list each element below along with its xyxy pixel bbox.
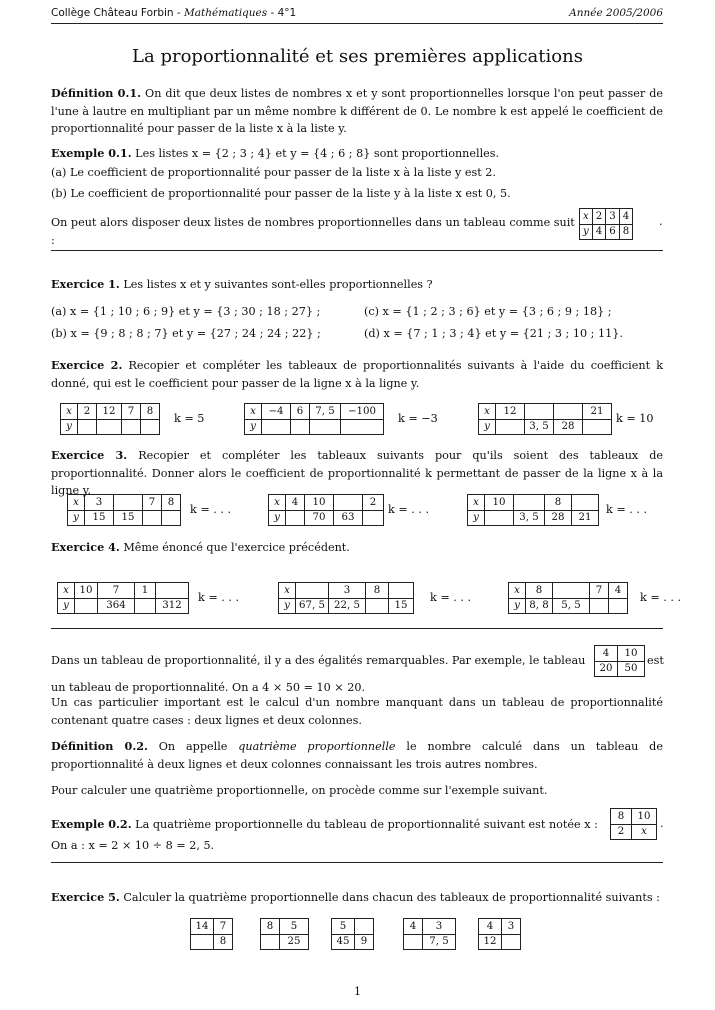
table-cell: 5 [332, 919, 355, 935]
header-class: - 4°1 [267, 7, 297, 19]
table-cell [262, 419, 291, 435]
table-cell: 3 [85, 495, 114, 511]
table-cell: 9 [355, 934, 374, 950]
table-cell: 15 [114, 510, 143, 526]
exercise-1 [51, 276, 663, 294]
exercise-2-label: Exercice 2. [51, 358, 123, 372]
table-cell: x [58, 583, 75, 599]
example-2-text: La quatrième proportionnelle du tableau de proportionnalité suivant est notée x : [135, 818, 598, 831]
page-number: 1 [354, 985, 361, 998]
exercise-5 [51, 889, 663, 907]
exercise-2 [51, 357, 663, 392]
proportionality-table [57, 582, 189, 614]
coefficient-label: k = 10 [616, 412, 654, 425]
table-cell [135, 598, 156, 614]
table-cell [525, 404, 554, 420]
definition-2: Définition 0.2. On appelle quatrième proportionnelle le nombre calculé dans un tableau de proportionnalité à deux lignes et deux colonnes connaissant les trois autres nombres. [51, 739, 663, 771]
definition-1 [51, 85, 663, 138]
table-cell: 3 [329, 583, 366, 599]
exercise-3 [51, 447, 663, 500]
exercise-5-text: Calculer la quatrième proportionnelle dans chacun des tableaux de proportionnalité suivants : [123, 891, 660, 904]
exercise-1-text: Les listes x et y suivantes sont-elles proportionnelles ? [123, 278, 433, 291]
part2-p2: Un cas particulier important est le calcul d'un nombre manquant dans un tableau de proportionnalité contenant quatre cases : deux lignes et deux colonnes. [51, 696, 663, 727]
table-cell: 2 [78, 404, 97, 420]
table-cell [355, 919, 374, 935]
example-1-b: (b) Le coefficient de proportionnalité pour passer de la liste y à la liste x est 0, 5. [51, 187, 511, 200]
table-cell: 45 [332, 934, 355, 950]
table-cell [572, 495, 599, 511]
table-cell [156, 583, 189, 599]
header-school: Collège Château Forbin - [51, 7, 185, 19]
proportionality-table [190, 918, 233, 950]
table-cell: −100 [341, 404, 384, 420]
table-cell: y [509, 598, 526, 614]
coefficient-label: k = . . . [430, 591, 472, 604]
table-cell: x [468, 495, 485, 511]
table-cell [502, 934, 521, 950]
exercise-1-c: (c) x = {1 ; 2 ; 3 ; 6} et y = {3 ; 6 ; 9 ; 18} ; [364, 305, 612, 318]
proportionality-table [403, 918, 456, 950]
table-cell: 5 [280, 919, 309, 935]
example-1-table: x 2 3 4 y 4 6 8 [579, 208, 633, 240]
table-cell [485, 510, 514, 526]
table-cell: x [509, 583, 526, 599]
table-cell: 1 [135, 583, 156, 599]
definition-1-label: Définition 0.1. [51, 86, 142, 100]
table-cell: y [61, 419, 78, 435]
table-cell: y [279, 598, 296, 614]
table-cell [143, 510, 162, 526]
table-cell: 7 [143, 495, 162, 511]
proportionality-table [67, 494, 181, 526]
coefficient-label: k = . . . [190, 503, 232, 516]
table-cell [553, 583, 590, 599]
table-cell: 7 [98, 583, 135, 599]
table-cell: y [269, 510, 286, 526]
table-cell: 15 [389, 598, 414, 614]
table-cell: 8 [545, 495, 572, 511]
table-cell [286, 510, 305, 526]
table-cell [291, 419, 310, 435]
part2-p1c: un tableau de proportionnalité. On a 4 × 50 = 10 × 20. [51, 681, 366, 694]
table-cell [341, 419, 384, 435]
table-cell: 4 [479, 919, 502, 935]
table-cell: 7 [590, 583, 609, 599]
example-2-label: Exemple 0.2. [51, 817, 132, 831]
example-1-table-intro: On peut alors disposer deux listes de nombres proportionnelles dans un tableau comme suit : [51, 216, 575, 247]
proportionality-table [467, 494, 599, 526]
table-cell: 4 [609, 583, 628, 599]
table-cell: x [68, 495, 85, 511]
part2-p3: Pour calculer une quatrième proportionnelle, on procède comme sur l'exemple suivant. [51, 784, 548, 797]
table-cell: 8 [162, 495, 181, 511]
example-1 [51, 145, 663, 163]
exercise-1-b: (b) x = {9 ; 8 ; 8 ; 7} et y = {27 ; 24 ; 24 ; 22} ; [51, 327, 321, 340]
section-rule-1 [51, 250, 663, 251]
proportionality-table [278, 582, 414, 614]
coefficient-label: k = 5 [174, 412, 205, 425]
table-cell: 364 [98, 598, 135, 614]
part2-p1a: Dans un tableau de proportionnalité, il y a des égalités remarquables. Par exemple, le tableau [51, 654, 586, 667]
table-cell: 15 [85, 510, 114, 526]
table-cell: 10 [485, 495, 514, 511]
exercise-4 [51, 539, 663, 557]
table-cell: 14 [191, 919, 214, 935]
proportionality-table [478, 918, 521, 950]
table-cell [191, 934, 214, 950]
table-cell: 8, 8 [526, 598, 553, 614]
table-cell: 7 [214, 919, 233, 935]
table-cell [496, 419, 525, 435]
table-cell [78, 419, 97, 435]
table-cell [310, 419, 341, 435]
table-cell: 8 [366, 583, 389, 599]
table-cell: 3, 5 [525, 419, 554, 435]
coefficient-label: k = −3 [398, 412, 438, 425]
coefficient-label: k = . . . [198, 591, 240, 604]
exercise-4-label: Exercice 4. [51, 540, 120, 554]
table-cell: 4 [404, 919, 423, 935]
table-cell: 22, 5 [329, 598, 366, 614]
table-cell [261, 934, 280, 950]
table-cell [296, 583, 329, 599]
table-cell: 7, 5 [423, 934, 456, 950]
table-cell: 3 [423, 919, 456, 935]
example-1-text: Les listes x = {2 ; 3 ; 4} et y = {4 ; 6 ; 8} sont proportionnelles. [135, 147, 500, 160]
table-cell [363, 510, 384, 526]
table-cell: 3, 5 [514, 510, 545, 526]
table-cell: 10 [75, 583, 98, 599]
definition-1-text: On dit que deux listes de nombres x et y sont proportionnelles lorsque l'on peut passer de l'une à lautre en multipliant par un même nombre k différent de 0. Le nombre k est appelé le coefficient de proportionnalité pour passer de la liste x à la liste y. [51, 87, 664, 135]
table-cell: 5, 5 [553, 598, 590, 614]
table-cell: 8 [526, 583, 553, 599]
table-cell [75, 598, 98, 614]
table-cell [590, 598, 609, 614]
exercise-1-d: (d) x = {7 ; 1 ; 3 ; 4} et y = {21 ; 3 ; 10 ; 11}. [364, 327, 623, 340]
table-cell: 3 [502, 919, 521, 935]
section-rule-2 [51, 628, 663, 629]
table-cell [389, 583, 414, 599]
table-cell: 28 [554, 419, 583, 435]
exercise-4-text: Même énoncé que l'exercice précédent. [123, 541, 350, 554]
table-cell: x [269, 495, 286, 511]
table-cell [404, 934, 423, 950]
table-cell [583, 419, 612, 435]
table-cell: 10 [305, 495, 334, 511]
table-cell: x [245, 404, 262, 420]
table-cell: 8 [261, 919, 280, 935]
table-cell: y [245, 419, 262, 435]
table-cell: x [479, 404, 496, 420]
table-cell: 28 [545, 510, 572, 526]
table-cell: 25 [280, 934, 309, 950]
proportionality-table [244, 403, 384, 435]
example-1-label: Exemple 0.1. [51, 146, 132, 160]
table-cell: 12 [496, 404, 525, 420]
table-cell: y [68, 510, 85, 526]
example-1-a: (a) Le coefficient de proportionnalité pour passer de la liste x à la liste y est 2. [51, 166, 496, 179]
table-cell: 2 [363, 495, 384, 511]
coefficient-label: k = . . . [640, 591, 682, 604]
table-cell: 312 [156, 598, 189, 614]
table-cell: 21 [583, 404, 612, 420]
proportionality-table [268, 494, 384, 526]
proportionality-table [508, 582, 628, 614]
example-2-calc: On a : x = 2 × 10 ÷ 8 = 2, 5. [51, 839, 215, 852]
table-cell: x [279, 583, 296, 599]
table-cell: 6 [291, 404, 310, 420]
part2-example-table: 4 10 20 50 [594, 645, 645, 677]
proportionality-table [478, 403, 612, 435]
table-cell [141, 419, 160, 435]
table-cell: 63 [334, 510, 363, 526]
exercise-3-text: Recopier et compléter les tableaux suivants pour qu'ils soient des tableaux de proportionnalité. Donner alors le coefficient de proportionnalité k permettant de passer de la ligne x à la ligne y. [51, 449, 664, 497]
table-cell: 4 [286, 495, 305, 511]
table-cell [554, 404, 583, 420]
exercise-1-a: (a) x = {1 ; 10 ; 6 ; 9} et y = {3 ; 30 ; 18 ; 27} ; [51, 305, 321, 318]
table-cell: −4 [262, 404, 291, 420]
exercise-5-label: Exercice 5. [51, 890, 120, 904]
table-cell: 21 [572, 510, 599, 526]
table-cell: 12 [97, 404, 122, 420]
example-2-dot: . [660, 817, 664, 830]
table-cell [162, 510, 181, 526]
header-subject: Mathématiques [184, 7, 268, 19]
example-2 [51, 817, 598, 831]
page-title: La proportionnalité et ses premières applications [132, 46, 583, 67]
table-cell [114, 495, 143, 511]
table-cell: y [58, 598, 75, 614]
example-1-dot: . [659, 215, 663, 228]
header-year: Année 2005/2006 [569, 7, 663, 19]
example-2-table: 8 10 2 x [610, 808, 657, 840]
table-cell [609, 598, 628, 614]
table-cell [514, 495, 545, 511]
table-cell: 7, 5 [310, 404, 341, 420]
definition-2-label: Définition 0.2. [51, 739, 148, 753]
table-cell: y [479, 419, 496, 435]
table-cell: x [61, 404, 78, 420]
table-cell [366, 598, 389, 614]
table-cell: 67, 5 [296, 598, 329, 614]
proportionality-table [331, 918, 374, 950]
table-cell: 8 [141, 404, 160, 420]
part2-p1b: est [647, 654, 664, 667]
exercise-3-label: Exercice 3. [51, 448, 128, 462]
proportionality-table [260, 918, 309, 950]
header-rule [51, 23, 663, 24]
table-cell: 12 [479, 934, 502, 950]
exercise-2-text: Recopier et compléter les tableaux de proportionnalités suivants à l'aide du coefficient k donné, qui est le coefficient pour passer de la ligne x à la ligne y. [51, 359, 663, 390]
section-rule-3 [51, 862, 663, 863]
page-header [51, 7, 663, 19]
coefficient-label: k = . . . [388, 503, 430, 516]
definition-2-term: quatrième proportionnelle [238, 740, 396, 753]
proportionality-table [60, 403, 160, 435]
table-cell: y [468, 510, 485, 526]
table-cell [334, 495, 363, 511]
table-cell: 7 [122, 404, 141, 420]
table-cell [97, 419, 122, 435]
table-cell: 8 [214, 934, 233, 950]
exercise-1-label: Exercice 1. [51, 277, 120, 291]
table-cell [122, 419, 141, 435]
coefficient-label: k = . . . [606, 503, 648, 516]
table-cell: 70 [305, 510, 334, 526]
